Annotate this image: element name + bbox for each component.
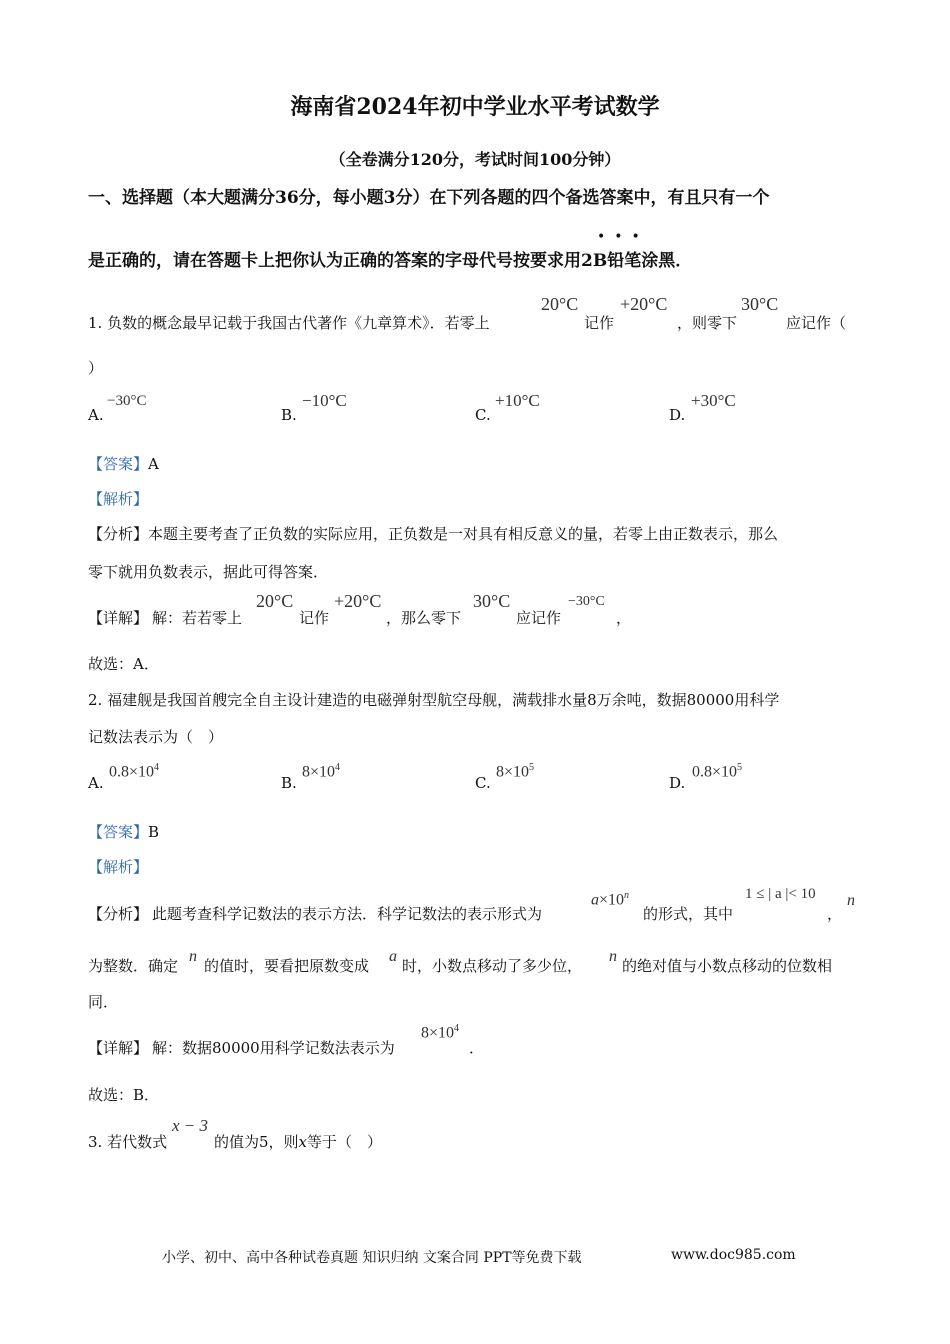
q2-fenxi-text-4: 为整数．确定 [88, 957, 179, 975]
q1-text-4: 应记作（ [786, 314, 847, 332]
q2-option-c-label: C. [475, 774, 491, 792]
q1-option-d-value: +30°C [691, 391, 736, 410]
q1-detail-math-2: +20°C [334, 591, 382, 611]
q1-answer [88, 453, 159, 474]
exam-info: （全卷满分120分，考试时间100分钟） [329, 150, 621, 169]
q2-answer [88, 821, 159, 842]
q1-fenxi-line1 [88, 523, 778, 544]
q1-fenxi-line2: 零下就用负数表示，据此可得答案． [88, 563, 329, 581]
q1-math-30c: 30°C [741, 294, 779, 314]
q2-fenxi-text-1: 此题考查科学记数法的表示方法．科学记数法的表示形式为 [152, 905, 543, 923]
q1-choose: 故选：A． [88, 655, 159, 673]
q2-detail-tag: 【详解】 [88, 1039, 149, 1057]
q1-math-20c: 20°C [541, 294, 579, 314]
emphasis-dots: ••• [597, 229, 649, 245]
q1-option-d-label: D. [669, 406, 686, 424]
fenxi-text: 本题主要考查了正负数的实际应用，正负数是一对具有相反意义的量，若零上由正数表示，那么 [148, 525, 779, 543]
q1-analysis-tag: 【解析】 [88, 490, 149, 508]
q2-fenxi-math-1: $a\times 10^n$ [591, 890, 630, 909]
fenxi-tag: 【分析】 [88, 525, 149, 543]
q2-fenxi-math-2: 1 ≤ | a |< 10 [745, 886, 816, 902]
q2-fenxi-text-2: 的形式，其中 [643, 905, 734, 923]
section-heading-line1: 一、选择题（本大题满分36分，每小题3分）在下列各题的四个备选答案中，有且只有一个 [88, 188, 770, 208]
q2-text-line1: 2. 福建舰是我国首艘完全自主设计建造的电磁弹射型航空母舰，满载排水量8万余吨，数据80000用科学 [88, 691, 780, 709]
answer-tag: 【答案】 [88, 823, 149, 841]
section-heading-line2: 是正确的，请在答题卡上把你认为正确的答案的字母代号按要求用2B铅笔涂黑． [88, 251, 693, 271]
q2-fenxi-tag: 【分析】 [88, 905, 149, 923]
q2-fenxi-math-6: n [609, 948, 617, 965]
q3-math-expr: x − 3 [172, 1116, 209, 1135]
q1-math-plus20c: +20°C [620, 294, 668, 314]
q1-text-3: ，则零下 [677, 314, 738, 332]
q1-option-a-label: A. [88, 406, 104, 424]
q1-detail-math-4: −30°C [568, 594, 605, 609]
q1-detail-text-3: ，那么零下 [386, 609, 462, 627]
q2-option-a-value: $0.8\times 10^4$ [109, 762, 160, 781]
page-title: 海南省2024年初中学业水平考试数学 [290, 94, 660, 120]
answer-value: B [148, 823, 160, 841]
q1-detail-text-2: 记作 [299, 609, 330, 627]
q2-fenxi-math-5: a [389, 948, 397, 965]
q1-detail-math-1: 20°C [256, 591, 294, 611]
answer-value: A [148, 455, 159, 473]
footer-text: 小学、初中、高中各种试卷真题 知识归纳 文案合同 PPT等免费下载 [162, 1250, 582, 1266]
q1-text-2: 记作 [584, 314, 615, 332]
q2-option-c-value: $8\times 10^5$ [496, 762, 535, 781]
q2-fenxi-math-3: n [847, 892, 855, 909]
q1-detail-math-3: 30°C [473, 591, 511, 611]
q3-text-2: 的值为5，则x等于（ ） [214, 1133, 383, 1151]
q2-detail-math: $8\times 10^4$ [421, 1023, 460, 1042]
q2-option-d-value: $0.8\times 10^5$ [692, 762, 743, 781]
q3-text-1: 3. 若代数式 [88, 1133, 168, 1151]
q1-detail-text-4: 应记作 [516, 609, 562, 627]
q2-text-line2: 记数法表示为（ ） [88, 728, 224, 746]
q2-choose: 故选：B． [88, 1086, 160, 1104]
q1-text-1: 1. 负数的概念最早记载于我国古代著作《九章算术》．若零上 [88, 314, 490, 332]
q1-detail-text-5: ， [616, 609, 632, 627]
footer-link[interactable]: www.doc985.com [671, 1247, 796, 1263]
q1-option-c-value: +10°C [495, 391, 540, 410]
q2-option-a-label: A. [88, 774, 104, 792]
q1-option-a-value: −30°C [107, 393, 147, 409]
q2-fenxi-text-7: 的绝对值与小数点移动的位数相 [622, 957, 833, 975]
q2-detail-text-1: 解：数据80000用科学记数法表示为 [152, 1039, 395, 1057]
q2-fenxi-text-3: ， [827, 905, 843, 923]
q1-option-b-value: −10°C [302, 391, 347, 410]
answer-tag: 【答案】 [88, 455, 149, 473]
q2-fenxi-math-4: n [189, 948, 197, 965]
q3-var: x [298, 1133, 308, 1151]
q2-detail-text-2: ． [469, 1039, 485, 1057]
q2-option-b-label: B. [281, 774, 297, 792]
q2-option-d-label: D. [669, 774, 686, 792]
q1-detail-tag: 【详解】 [88, 609, 149, 627]
q1-detail-text-1: 解：若若零上 [152, 609, 243, 627]
q1-option-c-label: C. [475, 406, 491, 424]
q2-fenxi-text-8: 同． [88, 993, 119, 1011]
q2-option-b-value: $8\times 10^4$ [302, 762, 341, 781]
q1-text-5: ） [88, 359, 104, 377]
q1-option-b-label: B. [281, 406, 297, 424]
q2-fenxi-text-6: 时，小数点移动了多少位， [402, 957, 583, 975]
q2-analysis-tag: 【解析】 [88, 858, 149, 876]
q2-fenxi-text-5: 的值时，要看把原数变成 [204, 957, 370, 975]
